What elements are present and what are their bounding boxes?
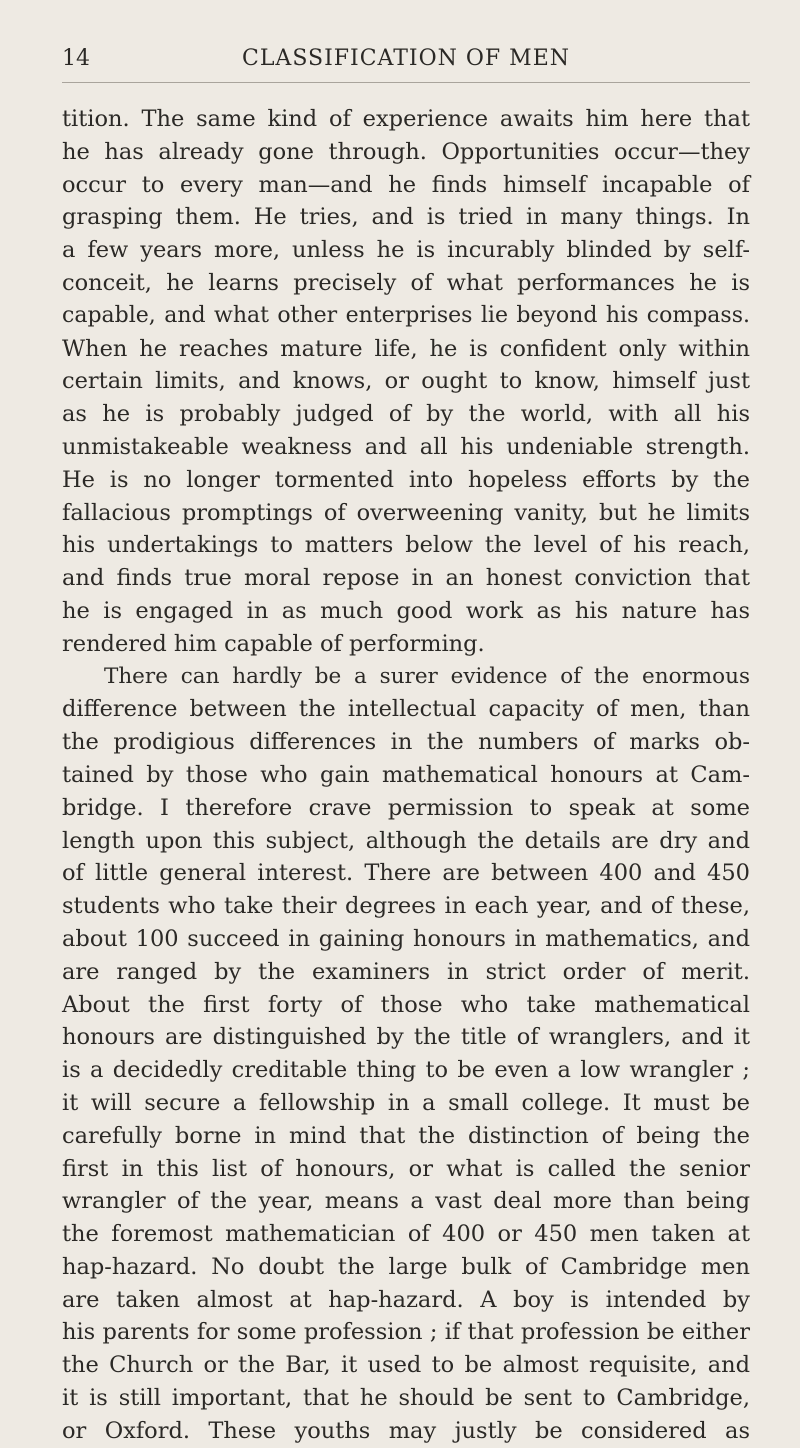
text-line: it is still important, that he should be sent to Cambridge,: [62, 1385, 750, 1412]
page-number: 14: [62, 46, 90, 71]
text-line: students who take their degrees in each year, and of these,: [62, 893, 750, 920]
text-line: a few years more, unless he is incurably blinded by self-: [62, 237, 750, 264]
paragraph-start-line: There can hardly be a surer evidence of the enormous: [104, 663, 750, 689]
text-line: certain limits, and knows, or ought to know, himself just: [62, 368, 750, 395]
text-line: the foremost mathematician of 400 or 450 men taken at: [62, 1221, 750, 1248]
text-line: as he is probably judged of by the world, with all his: [62, 401, 750, 428]
text-line: fallacious promptings of overweening vanity, but he limits: [62, 499, 750, 526]
header-rule: [62, 82, 750, 83]
text-line: his undertakings to matters below the level of his reach,: [62, 532, 750, 559]
text-line: is a decidedly creditable thing to be even a low wrangler ;: [62, 1057, 750, 1084]
paragraph-end-line: rendered him capable of performing.: [62, 630, 485, 657]
text-line: he has already gone through. Opportunities occur—they: [62, 138, 750, 165]
text-line: tained by those who gain mathematical honours at Cam-: [62, 761, 750, 788]
text-line: tition. The same kind of experience awaits him here that: [62, 106, 750, 132]
text-line: or Oxford. These youths may justly be considered as: [62, 1417, 750, 1444]
text-line: grasping them. He tries, and is tried in many things. In: [62, 204, 750, 231]
text-line: he is engaged in as much good work as his nature has: [62, 597, 750, 624]
text-line: difference between the intellectual capacity of men, than: [62, 696, 750, 723]
text-line: About the first forty of those who take mathematical: [62, 991, 750, 1018]
text-line: He is no longer tormented into hopeless efforts by the: [62, 466, 750, 493]
text-line: it will secure a fellowship in a small college. It must be: [62, 1089, 750, 1116]
text-line: are ranged by the examiners in strict order of merit.: [62, 958, 750, 985]
text-line: honours are distinguished by the title of wranglers, and it: [62, 1024, 750, 1051]
page-header: [62, 44, 750, 78]
text-line: unmistakeable weakness and all his undeniable strength.: [62, 433, 750, 460]
text-line: the Church or the Bar, it used to be almost requisite, and: [62, 1352, 750, 1379]
running-head: CLASSIFICATION OF MEN: [241, 46, 571, 71]
text-line: carefully borne in mind that the distinction of being the: [62, 1122, 750, 1149]
body-text: [62, 103, 750, 1448]
text-line: of little general interest. There are between 400 and 450: [62, 860, 750, 887]
text-line: conceit, he learns precisely of what performances he is: [62, 269, 750, 296]
text-line: length upon this subject, although the details are dry and: [62, 827, 750, 854]
text-line: the prodigious differences in the numbers of marks ob-: [62, 729, 750, 756]
text-line: his parents for some profession ; if that profession be either: [62, 1319, 750, 1346]
text-line: hap-hazard. No doubt the large bulk of Cambridge men: [62, 1253, 750, 1280]
text-line: capable, and what other enterprises lie beyond his compass.: [62, 302, 750, 328]
text-line: occur to every man—and he finds himself incapable of: [62, 171, 750, 198]
text-line: are taken almost at hap-hazard. A boy is intended by: [62, 1286, 750, 1313]
text-line: first in this list of honours, or what is called the senior: [62, 1155, 750, 1182]
text-line: about 100 succeed in gaining honours in mathematics, and: [62, 925, 750, 952]
text-line: bridge. I therefore crave permission to speak at some: [62, 794, 750, 821]
text-line: and finds true moral repose in an honest conviction that: [62, 565, 750, 592]
text-line: When he reaches mature life, he is confident only within: [62, 335, 750, 362]
text-line: wrangler of the year, means a vast deal more than being: [62, 1188, 750, 1215]
